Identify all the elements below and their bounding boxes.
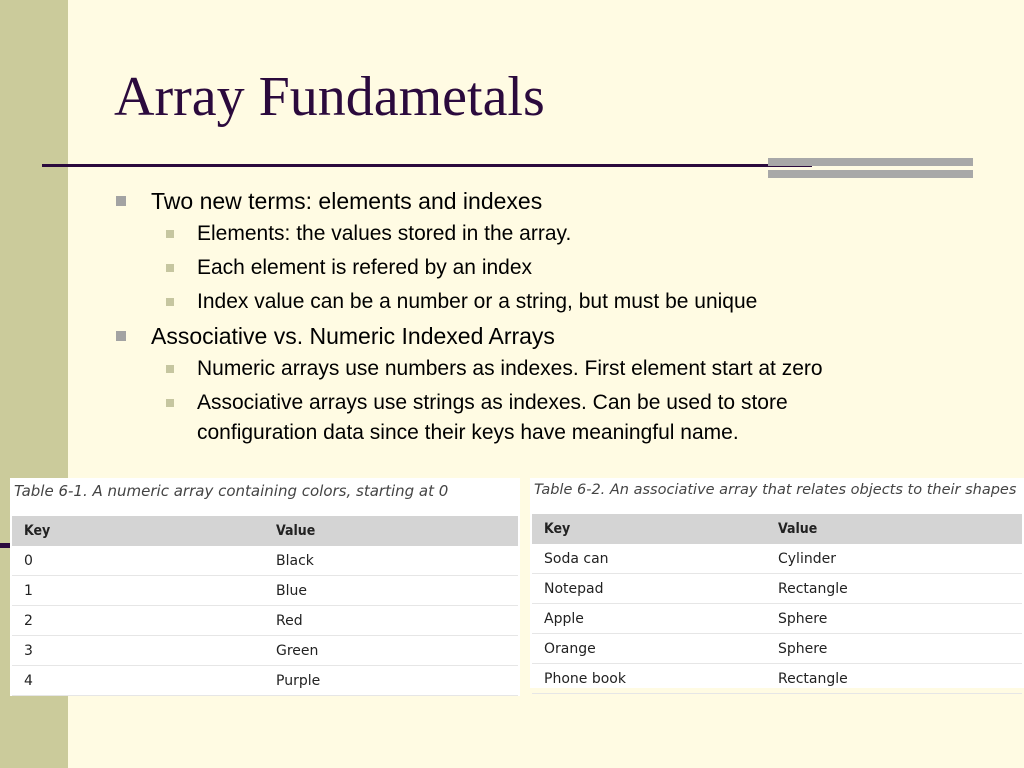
table-caption: Table 6-1. A numeric array containing colors, starting at 0	[14, 482, 449, 500]
table-cell: Black	[276, 546, 518, 576]
bullet-item	[114, 186, 994, 216]
table-cell: Sphere	[778, 604, 1022, 634]
square-bullet-icon	[166, 230, 174, 238]
numeric-array-table	[12, 516, 518, 696]
table-cell: Purple	[276, 666, 518, 696]
table-row	[12, 666, 518, 696]
table-cell: Red	[276, 606, 518, 636]
square-bullet-icon	[166, 365, 174, 373]
square-bullet-icon	[116, 331, 126, 341]
square-bullet-icon	[166, 399, 174, 407]
table-cell: 4	[12, 666, 276, 696]
table-cell: Sphere	[778, 634, 1022, 664]
table-cell: Orange	[532, 634, 778, 664]
column-header-value: Value	[276, 516, 518, 546]
table-row	[12, 636, 518, 666]
square-bullet-icon	[166, 298, 174, 306]
column-header-value: Value	[778, 514, 1022, 544]
table-row	[12, 546, 518, 576]
table-row	[12, 576, 518, 606]
title-divider	[42, 164, 812, 167]
table-cell: 1	[12, 576, 276, 606]
bullet-text: Associative vs. Numeric Indexed Arrays	[151, 323, 555, 349]
table-cell: Rectangle	[778, 574, 1022, 604]
table-row	[532, 544, 1022, 574]
bullet-text: Two new terms: elements and indexes	[151, 188, 543, 214]
table-cell: Soda can	[532, 544, 778, 574]
bullet-item	[114, 321, 994, 351]
associative-array-table-image	[530, 478, 1024, 688]
sub-bullet-item	[114, 287, 994, 317]
sub-bullet-text: Elements: the values stored in the array.	[197, 222, 572, 245]
table-cell: Phone book	[532, 664, 778, 694]
square-bullet-icon	[166, 264, 174, 272]
column-header-key: Key	[532, 514, 778, 544]
table-cell: Cylinder	[778, 544, 1022, 574]
table-cell: Rectangle	[778, 664, 1022, 694]
sub-bullet-text: Associative arrays use strings as indexes. Can be used to store configuration data since their keys have meaningful name.	[197, 391, 788, 444]
table-cell: Notepad	[532, 574, 778, 604]
sub-bullet-text: Index value can be a number or a string, but must be unique	[197, 290, 758, 313]
numeric-array-table-image	[10, 478, 520, 696]
accent-bar	[768, 158, 973, 166]
table-cell: 3	[12, 636, 276, 666]
table-cell: Blue	[276, 576, 518, 606]
sub-bullet-item	[114, 354, 994, 384]
table-row	[532, 634, 1022, 664]
sub-bullet-item	[114, 219, 994, 249]
sub-bullet-item	[114, 388, 897, 448]
associative-array-table	[532, 514, 1022, 694]
column-header-key: Key	[12, 516, 276, 546]
slide-title: Array Fundametals	[114, 66, 545, 128]
sub-bullet-text: Each element is refered by an index	[197, 256, 533, 279]
table-row	[532, 574, 1022, 604]
table-cell: 0	[12, 546, 276, 576]
table-caption: Table 6-2. An associative array that relates objects to their shapes	[534, 482, 1017, 498]
table-row	[532, 664, 1022, 694]
sub-bullet-item	[114, 253, 994, 283]
sub-bullet-text: Numeric arrays use numbers as indexes. First element start at zero	[197, 357, 823, 380]
table-row	[12, 606, 518, 636]
square-bullet-icon	[116, 196, 126, 206]
table-cell: Apple	[532, 604, 778, 634]
table-cell: 2	[12, 606, 276, 636]
bullet-list	[114, 186, 994, 452]
table-row	[532, 604, 1022, 634]
table-cell: Green	[276, 636, 518, 666]
accent-bar-lower	[768, 170, 973, 178]
